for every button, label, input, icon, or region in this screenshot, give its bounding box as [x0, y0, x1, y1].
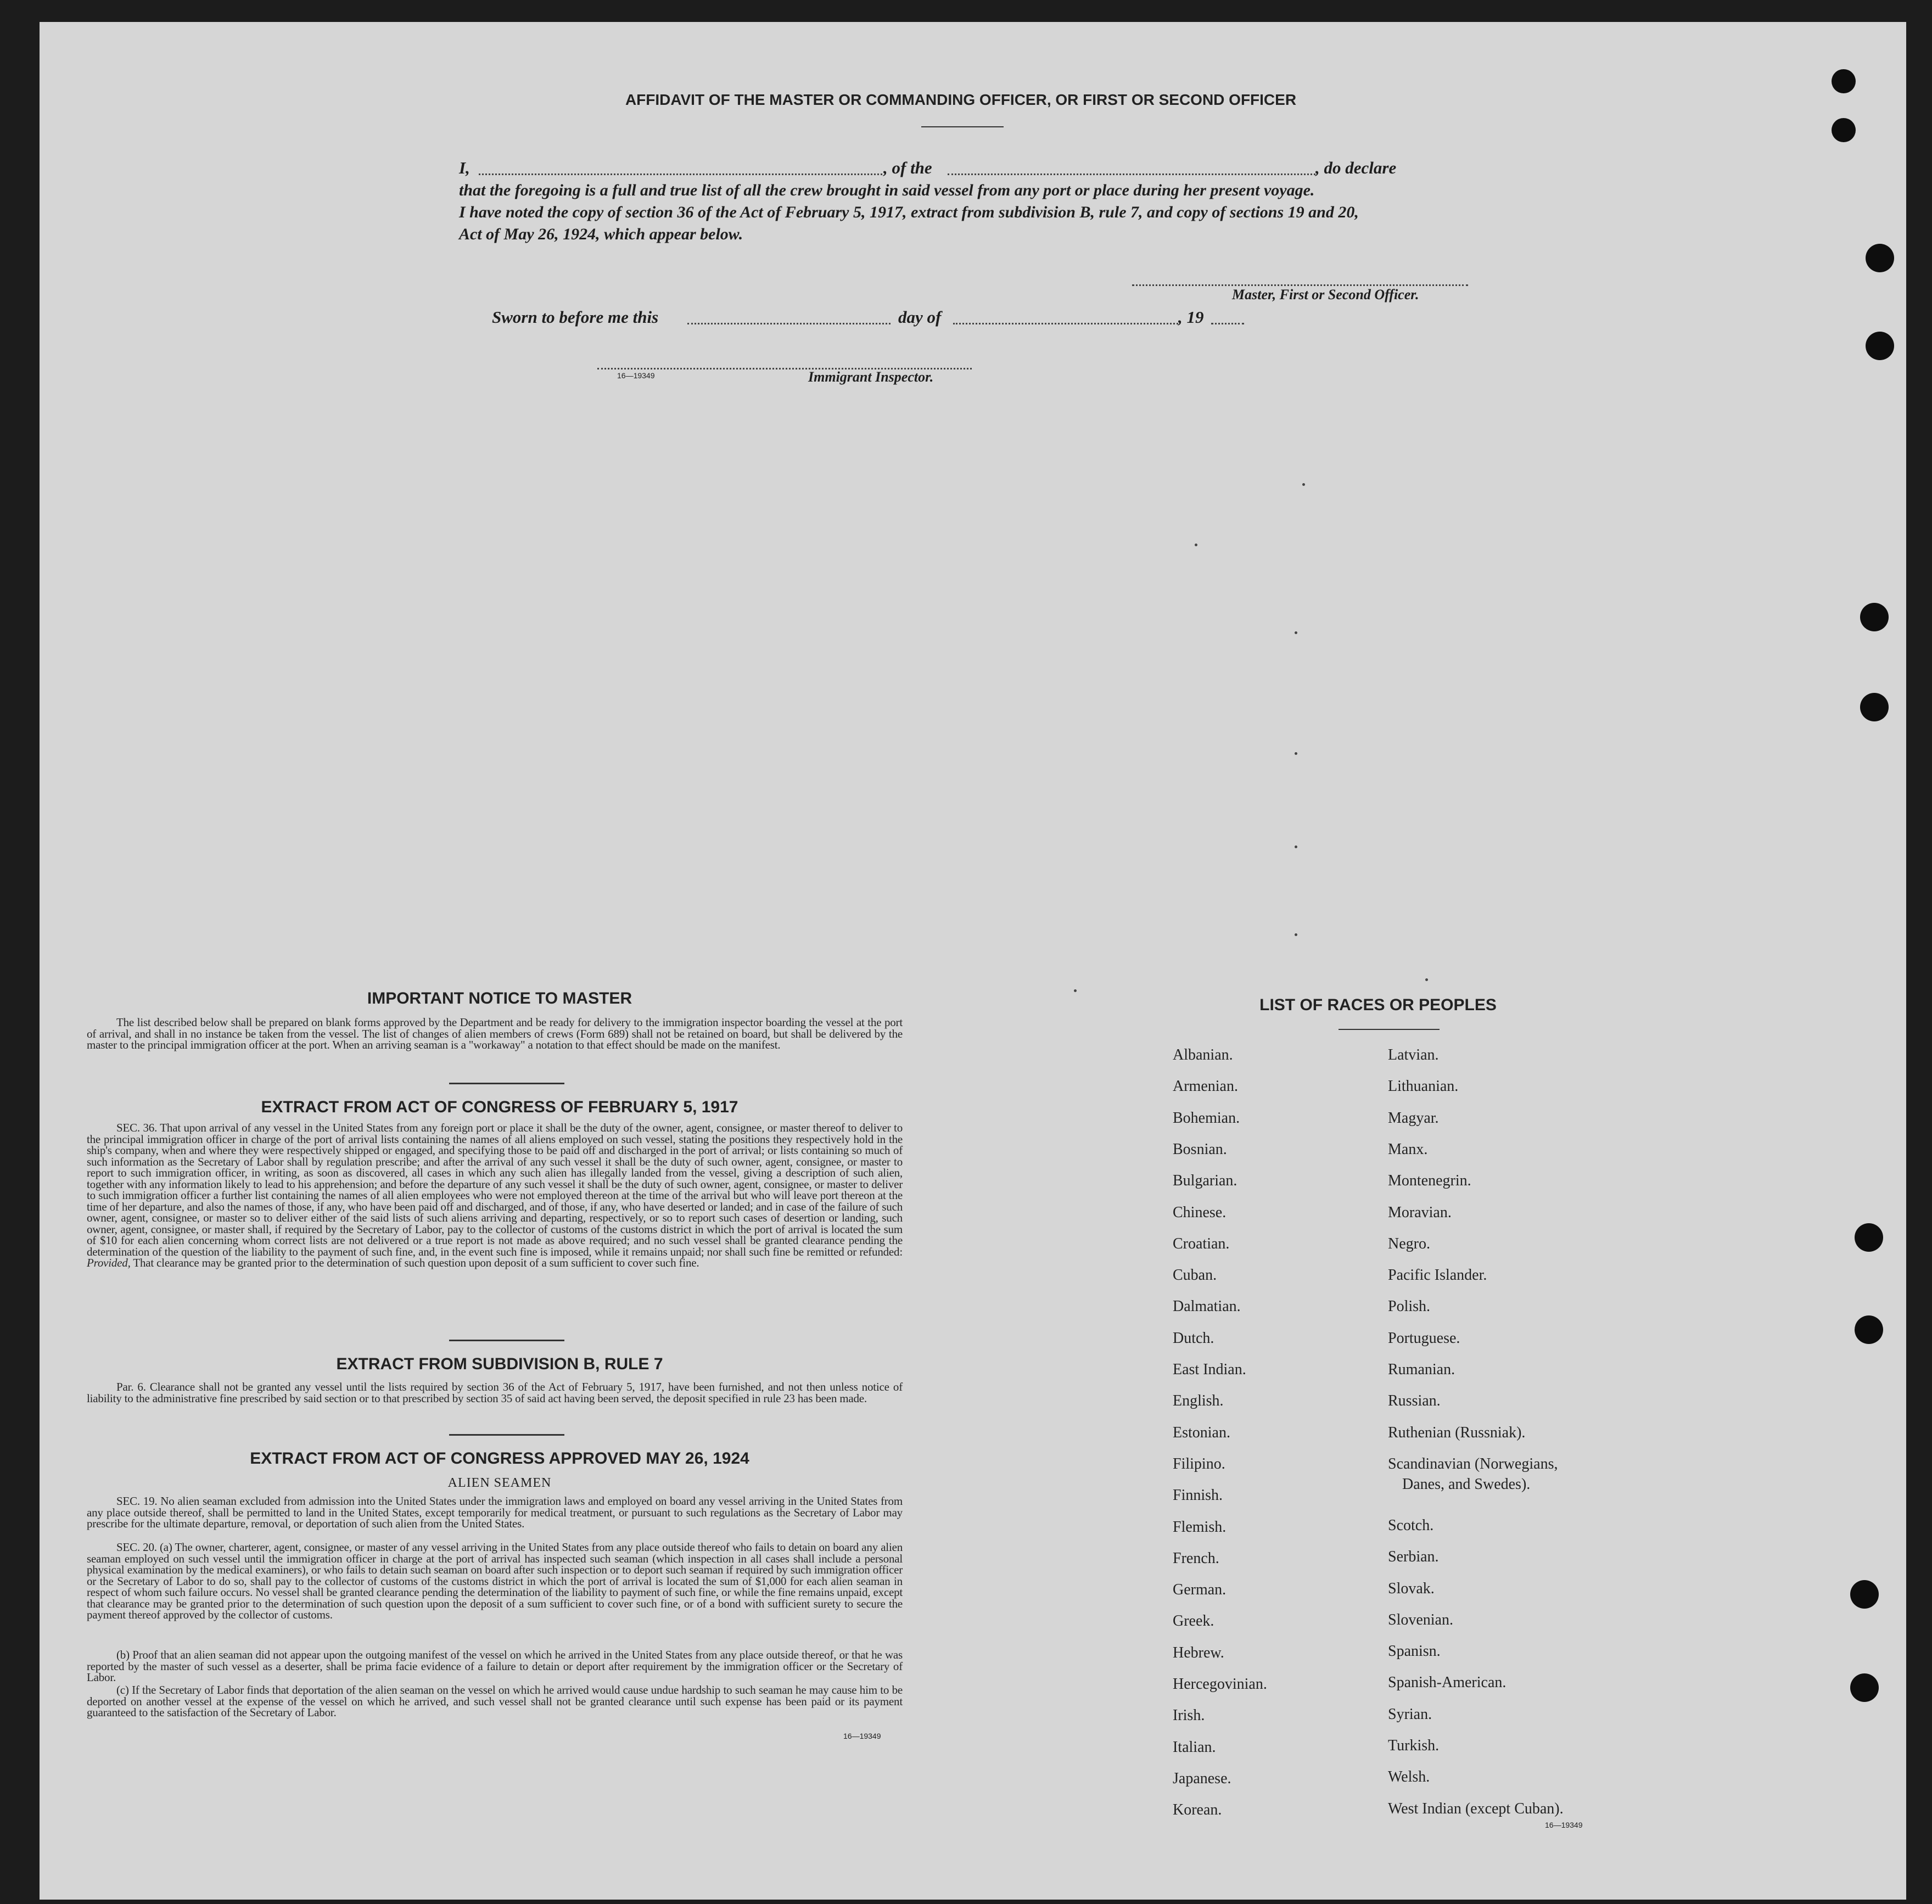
affidavit-line-3: I have noted the copy of section 36 of the Act of February 5, 1917, extract from subdivision B, rule 7, and copy of sections 19 and 20,: [459, 203, 1359, 221]
race-entry: Hercegovinian.: [1173, 1676, 1267, 1693]
declare-label: , do declare: [1315, 158, 1397, 177]
punch-hole: [1850, 1673, 1879, 1702]
extract-1924-title: EXTRACT FROM ACT OF CONGRESS APPROVED MAY 26, 1924: [250, 1449, 749, 1468]
form-number: 16—19349: [843, 1732, 881, 1740]
races-title-underline: [1339, 1029, 1440, 1030]
race-entry: Turkish.: [1388, 1737, 1440, 1754]
inspector-label: Immigrant Inspector.: [808, 369, 934, 385]
extract-1917-text: [87, 1122, 903, 1269]
punch-hole: [1855, 1315, 1883, 1344]
race-entry: Hebrew.: [1173, 1644, 1224, 1661]
sworn-day-field[interactable]: [687, 323, 891, 324]
race-entry: Magyar.: [1388, 1109, 1439, 1127]
race-entry: Welsh.: [1388, 1768, 1430, 1786]
extract-1917-title: EXTRACT FROM ACT OF CONGRESS OF FEBRUARY 5, 1917: [261, 1098, 738, 1116]
punch-hole: [1832, 69, 1856, 93]
notice-text: The list described below shall be prepared on blank forms approved by the Department and be ready for delivery to the immigration inspector boarding the vessel at the port of arrival, and shall in no instance be taken from the vessel. The list of changes of alien members of crews (Form 689) shall not be retained on board, but shall be delivered by the master to the principal immigration officer at the port. When an arriving seaman is a "workaway" a notation to that effect should be made on the manifest.: [87, 1016, 903, 1051]
races-title: LIST OF RACES OR PEOPLES: [1259, 996, 1497, 1014]
punch-hole: [1860, 603, 1889, 631]
section-divider: [449, 1083, 564, 1084]
of-the-label: , of the: [883, 158, 932, 177]
race-entry: Russian.: [1388, 1392, 1441, 1410]
race-entry: English.: [1173, 1392, 1224, 1410]
race-entry: Ruthenian (Russniak).: [1388, 1424, 1526, 1441]
scan-speck: [1425, 978, 1428, 981]
race-entry: Bulgarian.: [1173, 1172, 1237, 1190]
section-36-body: SEC. 36. That upon arrival of any vessel in the United States from any foreign port or place it shall be the duty of the owner, agent, consignee, or master thereof to deliver to the principal immigration officer in charge of the port of arrival lists containing the names of all aliens employed on such vessel, stating the positions they respectively hold in the ship's company, when and where they were respectively shipped or engaged, and specifying those to be paid off and discharged in the port of arrival; or lists containing so much of such information as the Secretary of Labor shall by regulation prescribe; and after the arrival of any such vessel it shall be the duty of such owner, agent, consignee, or master to report to such immigration officer, in writing, as soon as discovered, all cases in which any such alien has illegally landed from the vessel, giving a description of such alien, together with any information likely to lead to his apprehension; and before the departure of any such vessel it shall be the duty of such owner, agent, consignee, or master to deliver to such immigration officer a further list containing the names of all alien employees who were not employed thereon at the time of the arrival but who will leave port thereon at the time of her departure, and also the names of those, if any, who have been paid off and discharged, and of those, if any, who have deserted or landed; and in case of the failure of such owner, agent, consignee, or master so to deliver either of the said lists of such aliens arriving and departing, respectively, or so to report such cases of desertion or landing, such owner, agent, consignee, or master shall, if required by the Secretary of Labor, pay to the collector of customs of the customs district in which the port of arrival is located the sum of $10 for each alien concerning whom correct lists are not delivered or a true report is not made as above required; and no such vessel shall be granted clearance pending the determination of the question of the liability to the payment of such fine, and, in the event such fine is imposed, while it remains unpaid; nor shall such fine be remitted or refunded:: [87, 1121, 903, 1258]
section-19-text: SEC. 19. No alien seaman excluded from admission into the United States under the immigration laws and employed on board any vessel arriving in the United States from any place outside thereof, shall be permitted to land in the United States, except temporarily for medical treatment, or pursuant to such regulations as the Secretary of Labor may prescribe for the ultimate departure, removal, or deportation of such alien from the United States.: [87, 1494, 903, 1530]
race-entry: Moravian.: [1388, 1203, 1452, 1221]
punch-hole: [1850, 1580, 1879, 1609]
race-entry: Scotch.: [1388, 1516, 1434, 1534]
punch-hole: [1860, 693, 1889, 721]
race-entry: East Indian.: [1173, 1361, 1246, 1378]
alien-seamen-subtitle: ALIEN SEAMEN: [447, 1476, 552, 1490]
sworn-line: [492, 307, 1261, 327]
form-number: 16—19349: [1545, 1821, 1583, 1829]
punch-hole: [1855, 1223, 1883, 1252]
race-entry: Finnish.: [1173, 1487, 1223, 1504]
year-label: , 19: [1178, 307, 1204, 327]
title-underline: [921, 126, 1004, 127]
race-entry: Japanese.: [1173, 1769, 1231, 1787]
section-20a-text: SEC. 20. (a) The owner, charterer, agent, consignee, or master of any vessel arriving in the United States from any place outside thereof who fails to detain on board any alien seaman employed on such vessel until the immigration officer in charge at the port of arrival has inspected such seaman (which inspection in all cases shall include a personal physical examination by the medical examiners), or who fails to detain such seaman on board after such inspection or to deport such seaman if required by such immigration officer or the Secretary of Labor to do so, shall pay to the collector of customs of the customs district in which the port of arrival is located the sum of $1,000 for each alien seaman in respect of whom such failure occurs. No vessel shall be granted clearance pending the determination of the liability to payment of such fine, or while the fine remains unpaid, except that clearance may be granted prior to the determination of such question upon the deposit of a sum sufficient to cover such fine, or of a bond with sufficient surety to secure the payment thereof approved by the collector of customs.: [87, 1541, 903, 1621]
race-entry: Serbian.: [1388, 1548, 1439, 1566]
race-entry: Pacific Islander.: [1388, 1267, 1487, 1284]
race-entry: Danes, and Swedes).: [1402, 1475, 1531, 1493]
punch-hole: [1866, 332, 1894, 360]
section-36-end: That clearance may be granted prior to the determination of such question upon deposit of a sum sufficient to cover such fine.: [133, 1256, 699, 1269]
section-divider: [449, 1434, 564, 1436]
race-entry: Scandinavian (Norwegians,: [1388, 1455, 1558, 1472]
race-entry: German.: [1173, 1581, 1227, 1599]
race-entry: Slovenian.: [1388, 1611, 1453, 1628]
race-entry: Korean.: [1173, 1801, 1222, 1819]
punch-hole: [1866, 244, 1894, 272]
section-20b-text: (b) Proof that an alien seaman did not appear upon the outgoing manifest of the vessel on which he arrived in the United States from any place outside thereof, or that he was reported by the master of such vessel as a deserter, shall be prima facie evidence of a failure to detain or deport after requirement by the immigration officer or the Secretary of Labor.: [87, 1648, 903, 1684]
scan-speck: [1074, 989, 1077, 992]
scan-speck: [1295, 933, 1297, 936]
race-entry: Cuban.: [1173, 1267, 1217, 1284]
race-entry: Latvian.: [1388, 1046, 1439, 1063]
affidavit-title: AFFIDAVIT OF THE MASTER OR COMMANDING OFFICER, OR FIRST OR SECOND OFFICER: [625, 91, 1297, 108]
scan-speck: [1295, 752, 1297, 755]
vessel-name-field[interactable]: [948, 173, 1315, 175]
scan-speck: [1295, 631, 1297, 634]
scan-speck: [1195, 544, 1197, 546]
race-entry: Lithuanian.: [1388, 1078, 1459, 1095]
rule-7-text: Par. 6. Clearance shall not be granted any vessel until the lists required by section 36 of the Act of February 5, 1917, have been furnished, and not then unless notice of liability to the administrative fine prescribed by said section or to that prescribed by section 35 of said act having been served, the deposit specified in rule 23 has been made.: [87, 1380, 903, 1405]
section-divider: [449, 1340, 564, 1341]
race-entry: Portuguese.: [1388, 1329, 1460, 1347]
race-entry: Rumanian.: [1388, 1361, 1455, 1378]
race-entry: Slovak.: [1388, 1580, 1435, 1597]
race-entry: Dutch.: [1173, 1329, 1214, 1347]
race-entry: Chinese.: [1173, 1203, 1227, 1221]
race-entry: Irish.: [1173, 1707, 1205, 1724]
race-entry: Italian.: [1173, 1738, 1216, 1756]
affidavit-line-1: [459, 158, 1497, 178]
notice-title: IMPORTANT NOTICE TO MASTER: [367, 989, 632, 1007]
race-entry: Croatian.: [1173, 1235, 1230, 1252]
race-entry: Flemish.: [1173, 1518, 1227, 1536]
form-number: 16—19349: [617, 371, 655, 380]
affidavit-line-4: Act of May 26, 1924, which appear below.: [459, 225, 743, 243]
race-entry: Montenegrin.: [1388, 1172, 1471, 1190]
race-entry: Spanish-American.: [1388, 1674, 1507, 1692]
race-entry: Syrian.: [1388, 1705, 1432, 1723]
race-entry: Albanian.: [1173, 1046, 1233, 1063]
provided-term: Provided,: [87, 1256, 131, 1269]
master-signature-field[interactable]: [1132, 284, 1468, 286]
day-of-label: day of: [898, 307, 942, 327]
affidavit-line-2: that the foregoing is a full and true list of all the crew brought in said vessel from any port or place during her present voyage.: [459, 181, 1315, 199]
race-entry: Greek.: [1173, 1612, 1214, 1630]
race-entry: Spanisn.: [1388, 1643, 1441, 1660]
race-entry: Bohemian.: [1173, 1109, 1240, 1127]
race-entry: Dalmatian.: [1173, 1298, 1241, 1315]
sworn-label: Sworn to before me this: [492, 307, 659, 327]
declarant-name-field[interactable]: [479, 173, 882, 175]
section-20c-text: (c) If the Secretary of Labor finds that deportation of the alien seaman on the vessel on which he arrived would cause undue hardship to such seaman he may cause him to be deported on another vessel at the expense of the vessel on which he arrived, and such vessel shall not be granted clearance until such expense has been paid or its payment guaranteed to the satisfaction of the Secretary of Labor.: [87, 1683, 903, 1719]
sworn-month-field[interactable]: [953, 323, 1178, 324]
race-entry: Manx.: [1388, 1140, 1428, 1158]
punch-hole: [1832, 118, 1856, 142]
race-entry: West Indian (except Cuban).: [1388, 1800, 1564, 1817]
scan-speck: [1295, 845, 1297, 848]
scan-speck: [1302, 483, 1305, 486]
race-entry: French.: [1173, 1549, 1219, 1567]
sworn-year-field[interactable]: [1211, 323, 1244, 324]
race-entry: Bosnian.: [1173, 1140, 1227, 1158]
race-entry: Negro.: [1388, 1235, 1430, 1252]
rule-7-title: EXTRACT FROM SUBDIVISION B, RULE 7: [336, 1355, 663, 1373]
race-entry: Estonian.: [1173, 1424, 1230, 1441]
race-entry: Armenian.: [1173, 1078, 1238, 1095]
race-entry: Polish.: [1388, 1298, 1431, 1315]
master-signature-label: Master, First or Second Officer.: [1232, 287, 1419, 303]
race-entry: Filipino.: [1173, 1455, 1225, 1472]
declarant-prefix: I,: [459, 158, 470, 177]
